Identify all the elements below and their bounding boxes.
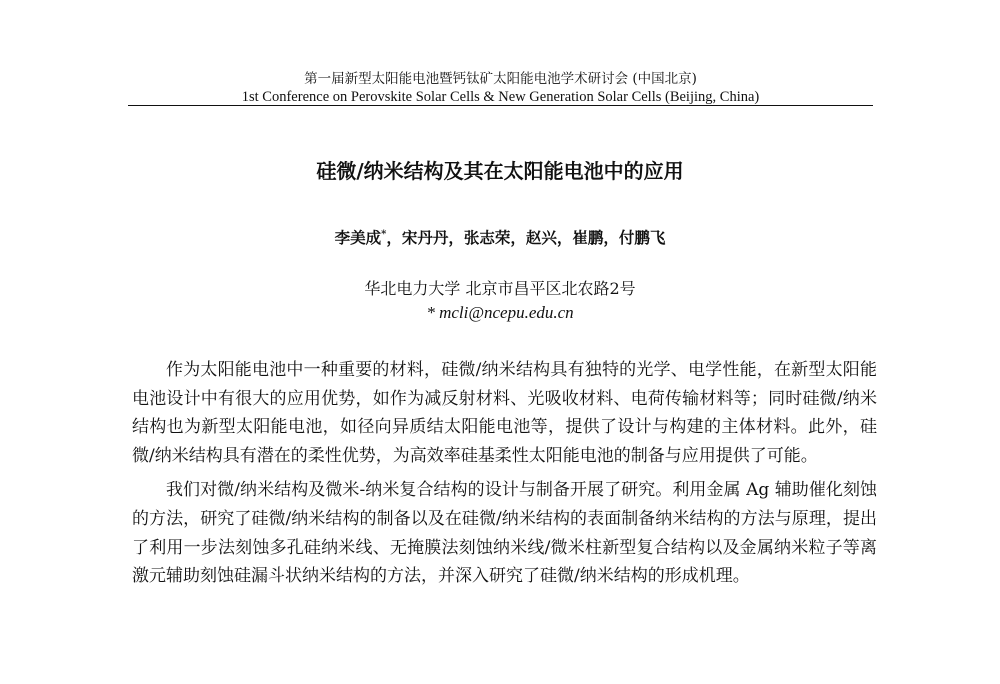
paragraph: 我们对微/纳米结构及微米-纳米复合结构的设计与制备开展了研究。利用金属 Ag 辅助催化刻蚀的方法，研究了硅微/纳米结构的制备以及在硅微/纳米结构的表面制备纳米结构的方法与原理，提出了利用一步法刻蚀多孔硅纳米线、无掩膜法刻蚀纳米线/微米柱新型复合结构以及金属纳米粒子等离激元辅助刻蚀硅漏斗状纳米结构的方法，并深入研究了硅微/纳米结构的形成机理。 xyxy=(132,480,877,587)
corresponding-author: 李美成 xyxy=(334,228,382,247)
abstract-body xyxy=(132,356,877,597)
affiliation: 华北电力大学 北京市昌平区北农路2号 xyxy=(364,279,636,298)
co-authors: ，宋丹丹，张志荣，赵兴，崔鹏，付鹏飞 xyxy=(386,228,666,247)
paper-title: 硅微/纳米结构及其在太阳能电池中的应用 xyxy=(316,159,684,183)
author-list xyxy=(0,226,1000,248)
header-rule xyxy=(128,105,873,106)
conference-name-cn: 第一届新型太阳能电池暨钙钛矿太阳能电池学术研讨会 (中国北京) xyxy=(304,71,697,87)
corresponding-mark: * xyxy=(381,228,387,240)
conference-header xyxy=(128,70,873,106)
paragraph: 作为太阳能电池中一种重要的材料，硅微/纳米结构具有独特的光学、电学性能，在新型太阳能电池设计中有很大的应用优势，如作为减反射材料、光吸收材料、电荷传输材料等；同时硅微/纳米结构也为新型太阳能电池，如径向异质结太阳能电池等，提供了设计与构建的主体材料。此外，硅微/纳米结构具有潜在的柔性优势，为高效率硅基柔性太阳能电池的制备与应用提供了可能。 xyxy=(132,360,877,466)
contact-email: * mcli@ncepu.edu.cn xyxy=(426,303,574,322)
conference-name-en: 1st Conference on Perovskite Solar Cells & New Generation Solar Cells (Beijing, China) xyxy=(241,89,760,105)
